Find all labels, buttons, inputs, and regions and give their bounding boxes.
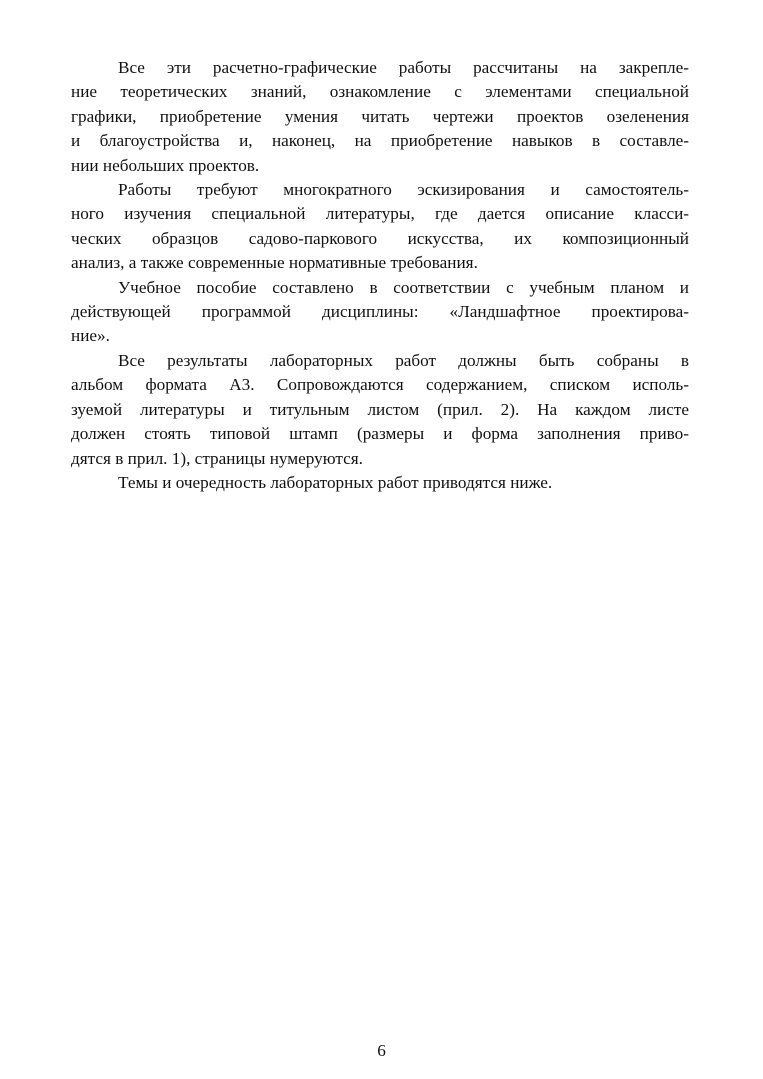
paragraph-line: дятся в прил. 1), страницы нумеруются.	[71, 448, 363, 468]
paragraph-2	[71, 178, 689, 276]
paragraph-3	[71, 276, 689, 349]
page-number: 6	[377, 1041, 386, 1060]
body-text	[71, 56, 689, 495]
paragraph-1	[71, 56, 689, 178]
paragraph-line: графики, приобретение умения читать чертежи проектов озеленения	[71, 106, 689, 126]
paragraph-line: Все результаты лабораторных работ должны быть собраны в	[118, 350, 689, 370]
paragraph-line: альбом формата А3. Сопровождаются содержанием, списком исполь-	[71, 375, 689, 395]
paragraph-line: Учебное пособие составлено в соответствии с учебным планом и	[118, 277, 689, 297]
paragraph-line: зуемой литературы и титульным листом (прил. 2). На каждом листе	[71, 399, 689, 419]
paragraph-5	[71, 471, 689, 495]
paragraph-line: должен стоять типовой штамп (размеры и форма заполнения приво-	[71, 424, 689, 444]
paragraph-4	[71, 349, 689, 471]
paragraph-line: ние».	[71, 326, 110, 346]
paragraph-line: ного изучения специальной литературы, где дается описание класси-	[71, 204, 689, 224]
paragraph-line: Все эти расчетно-графические работы рассчитаны на закрепле-	[118, 58, 689, 77]
paragraph-line: анализ, а также современные нормативные требования.	[71, 253, 478, 273]
paragraph-line: ние теоретических знаний, ознакомление с элементами специальной	[71, 82, 689, 102]
paragraph-line: Работы требуют многократного эскизирования и самостоятель-	[118, 180, 689, 200]
paragraph-line: и благоустройства и, наконец, на приобретение навыков в составле-	[71, 131, 689, 151]
paragraph-line: Темы и очередность лабораторных работ приводятся ниже.	[118, 472, 553, 492]
paragraph-line: действующей программой дисциплины: «Ландшафтное проектирова-	[71, 302, 689, 322]
paragraph-line: нии небольших проектов.	[71, 155, 260, 175]
paragraph-line: ческих образцов садово-паркового искусства, их композиционный	[71, 228, 689, 248]
